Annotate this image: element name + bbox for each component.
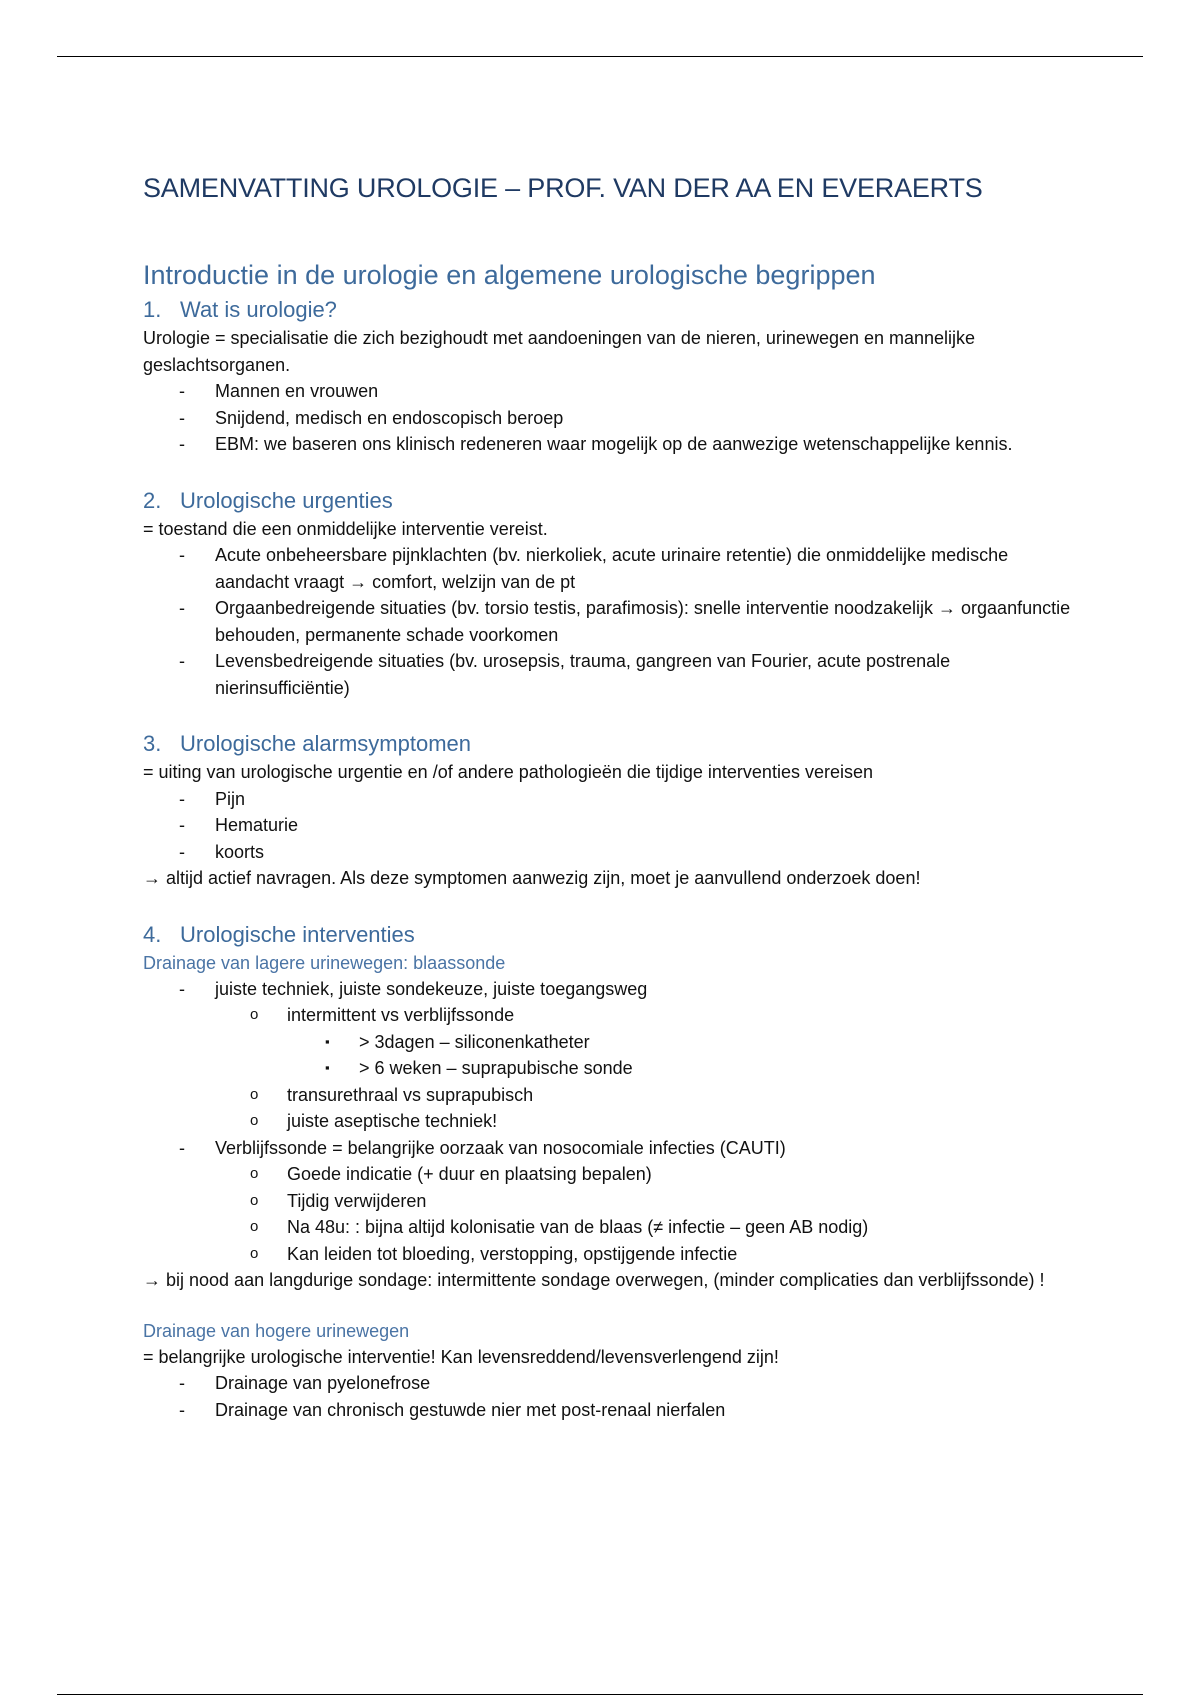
list-item: ▪ > 6 weken – suprapubische sonde <box>325 1058 633 1078</box>
list-item: - Acute onbeheersbare pijnklachten (bv. nierkoliek, acute urinaire retentie) die onmiddelijke medische aandacht vraagt → comfort, welzijn van de pt <box>179 545 1009 592</box>
list-item: o Kan leiden tot bloeding, verstopping, opstijgende infectie <box>250 1243 738 1264</box>
list-item: o intermittent vs verblijfssonde <box>250 1005 515 1025</box>
bullet-list <box>143 378 1073 458</box>
header-rule <box>57 56 1143 57</box>
list-item: - Snijdend, medisch en endoscopisch beroep <box>179 407 564 428</box>
list-item: ▪ > 3dagen – siliconenkatheter <box>325 1031 590 1052</box>
list-item: - Levensbedreigende situaties (bv. urosepsis, trauma, gangreen van Fourier, acute postrenale nierinsufficiëntie) <box>179 651 951 698</box>
section-heading: 3. Urologische alarmsymptomen <box>143 731 471 756</box>
document-body <box>143 168 1073 1423</box>
list-item: o Tijdig verwijderen <box>250 1190 427 1211</box>
section-heading: 2. Urologische urgenties <box>143 487 393 513</box>
bullet-list <box>143 542 1073 701</box>
section-wat-is-urologie <box>143 295 1073 458</box>
list-item: - Verblijfssonde = belangrijke oorzaak van nosocomiale infecties (CAUTI) <box>179 1137 786 1158</box>
list-item: o juiste aseptische techniek! <box>250 1111 498 1131</box>
section-interventies <box>143 920 1073 1424</box>
list-item: o Goede indicatie (+ duur en plaatsing bepalen) <box>250 1164 652 1184</box>
list-item: - Hematurie <box>179 815 299 835</box>
section-note: → altijd actief navragen. Als deze symptomen aanwezig zijn, moet je aanvullend onderzoek doen! <box>143 868 921 888</box>
section-urologische-urgenties <box>143 486 1073 702</box>
bullet-list <box>143 786 1073 866</box>
section-heading: 1. Wat is urologie? <box>143 297 337 322</box>
list-item: - Drainage van chronisch gestuwde nier met post-renaal nierfalen <box>179 1399 726 1420</box>
subsection-heading: Drainage van hogere urinewegen <box>143 1320 410 1341</box>
bullet-list <box>143 1370 1073 1423</box>
section-intro: = belangrijke urologische interventie! Kan levensreddend/levensverlengend zijn! <box>143 1346 779 1367</box>
list-item: - koorts <box>179 841 265 862</box>
list-item: - Mannen en vrouwen <box>179 381 379 401</box>
list-item: o transurethraal vs suprapubisch <box>250 1084 534 1105</box>
bullet-list <box>143 976 1073 1268</box>
section-alarmsymptomen <box>143 729 1073 892</box>
footer-rule <box>57 1694 1143 1695</box>
list-item: - EBM: we baseren ons klinisch redeneren waar mogelijk op de aanwezige wetenschappelijke kennis. <box>179 434 1013 454</box>
document-title: SAMENVATTING UROLOGIE – PROF. VAN DER AA EN EVERAERTS <box>143 173 983 203</box>
subsection-heading: Drainage van lagere urinewegen: blaassonde <box>143 952 506 973</box>
section-intro: = toestand die een onmiddelijke interventie vereist. <box>143 518 548 539</box>
section-heading: 4. Urologische interventies <box>143 921 415 947</box>
section-note: → bij nood aan langdurige sondage: intermittente sondage overwegen, (minder complicaties dan verblijfssonde) ! <box>143 1270 1045 1290</box>
list-item: - juiste techniek, juiste sondekeuze, juiste toegangsweg <box>179 978 648 999</box>
list-item: - Orgaanbedreigende situaties (bv. torsio testis, parafimosis): snelle interventie noodzakelijk → orgaanfunctie behouden, permanente schade voorkomen <box>179 598 1071 645</box>
section-intro: = uiting van urologische urgentie en /of andere pathologieën die tijdige interventies vereisen <box>143 762 873 782</box>
chapter-heading: Introductie in de urologie en algemene urologische begrippen <box>143 260 876 290</box>
list-item: - Pijn <box>179 788 246 809</box>
list-item: o Na 48u: : bijna altijd kolonisatie van de blaas (≠ infectie – geen AB nodig) <box>250 1217 869 1237</box>
section-intro: Urologie = specialisatie die zich bezighoudt met aandoeningen van de nieren, urinewegen en mannelijke geslachtsorganen. <box>143 328 976 375</box>
list-item: - Drainage van pyelonefrose <box>179 1373 431 1393</box>
